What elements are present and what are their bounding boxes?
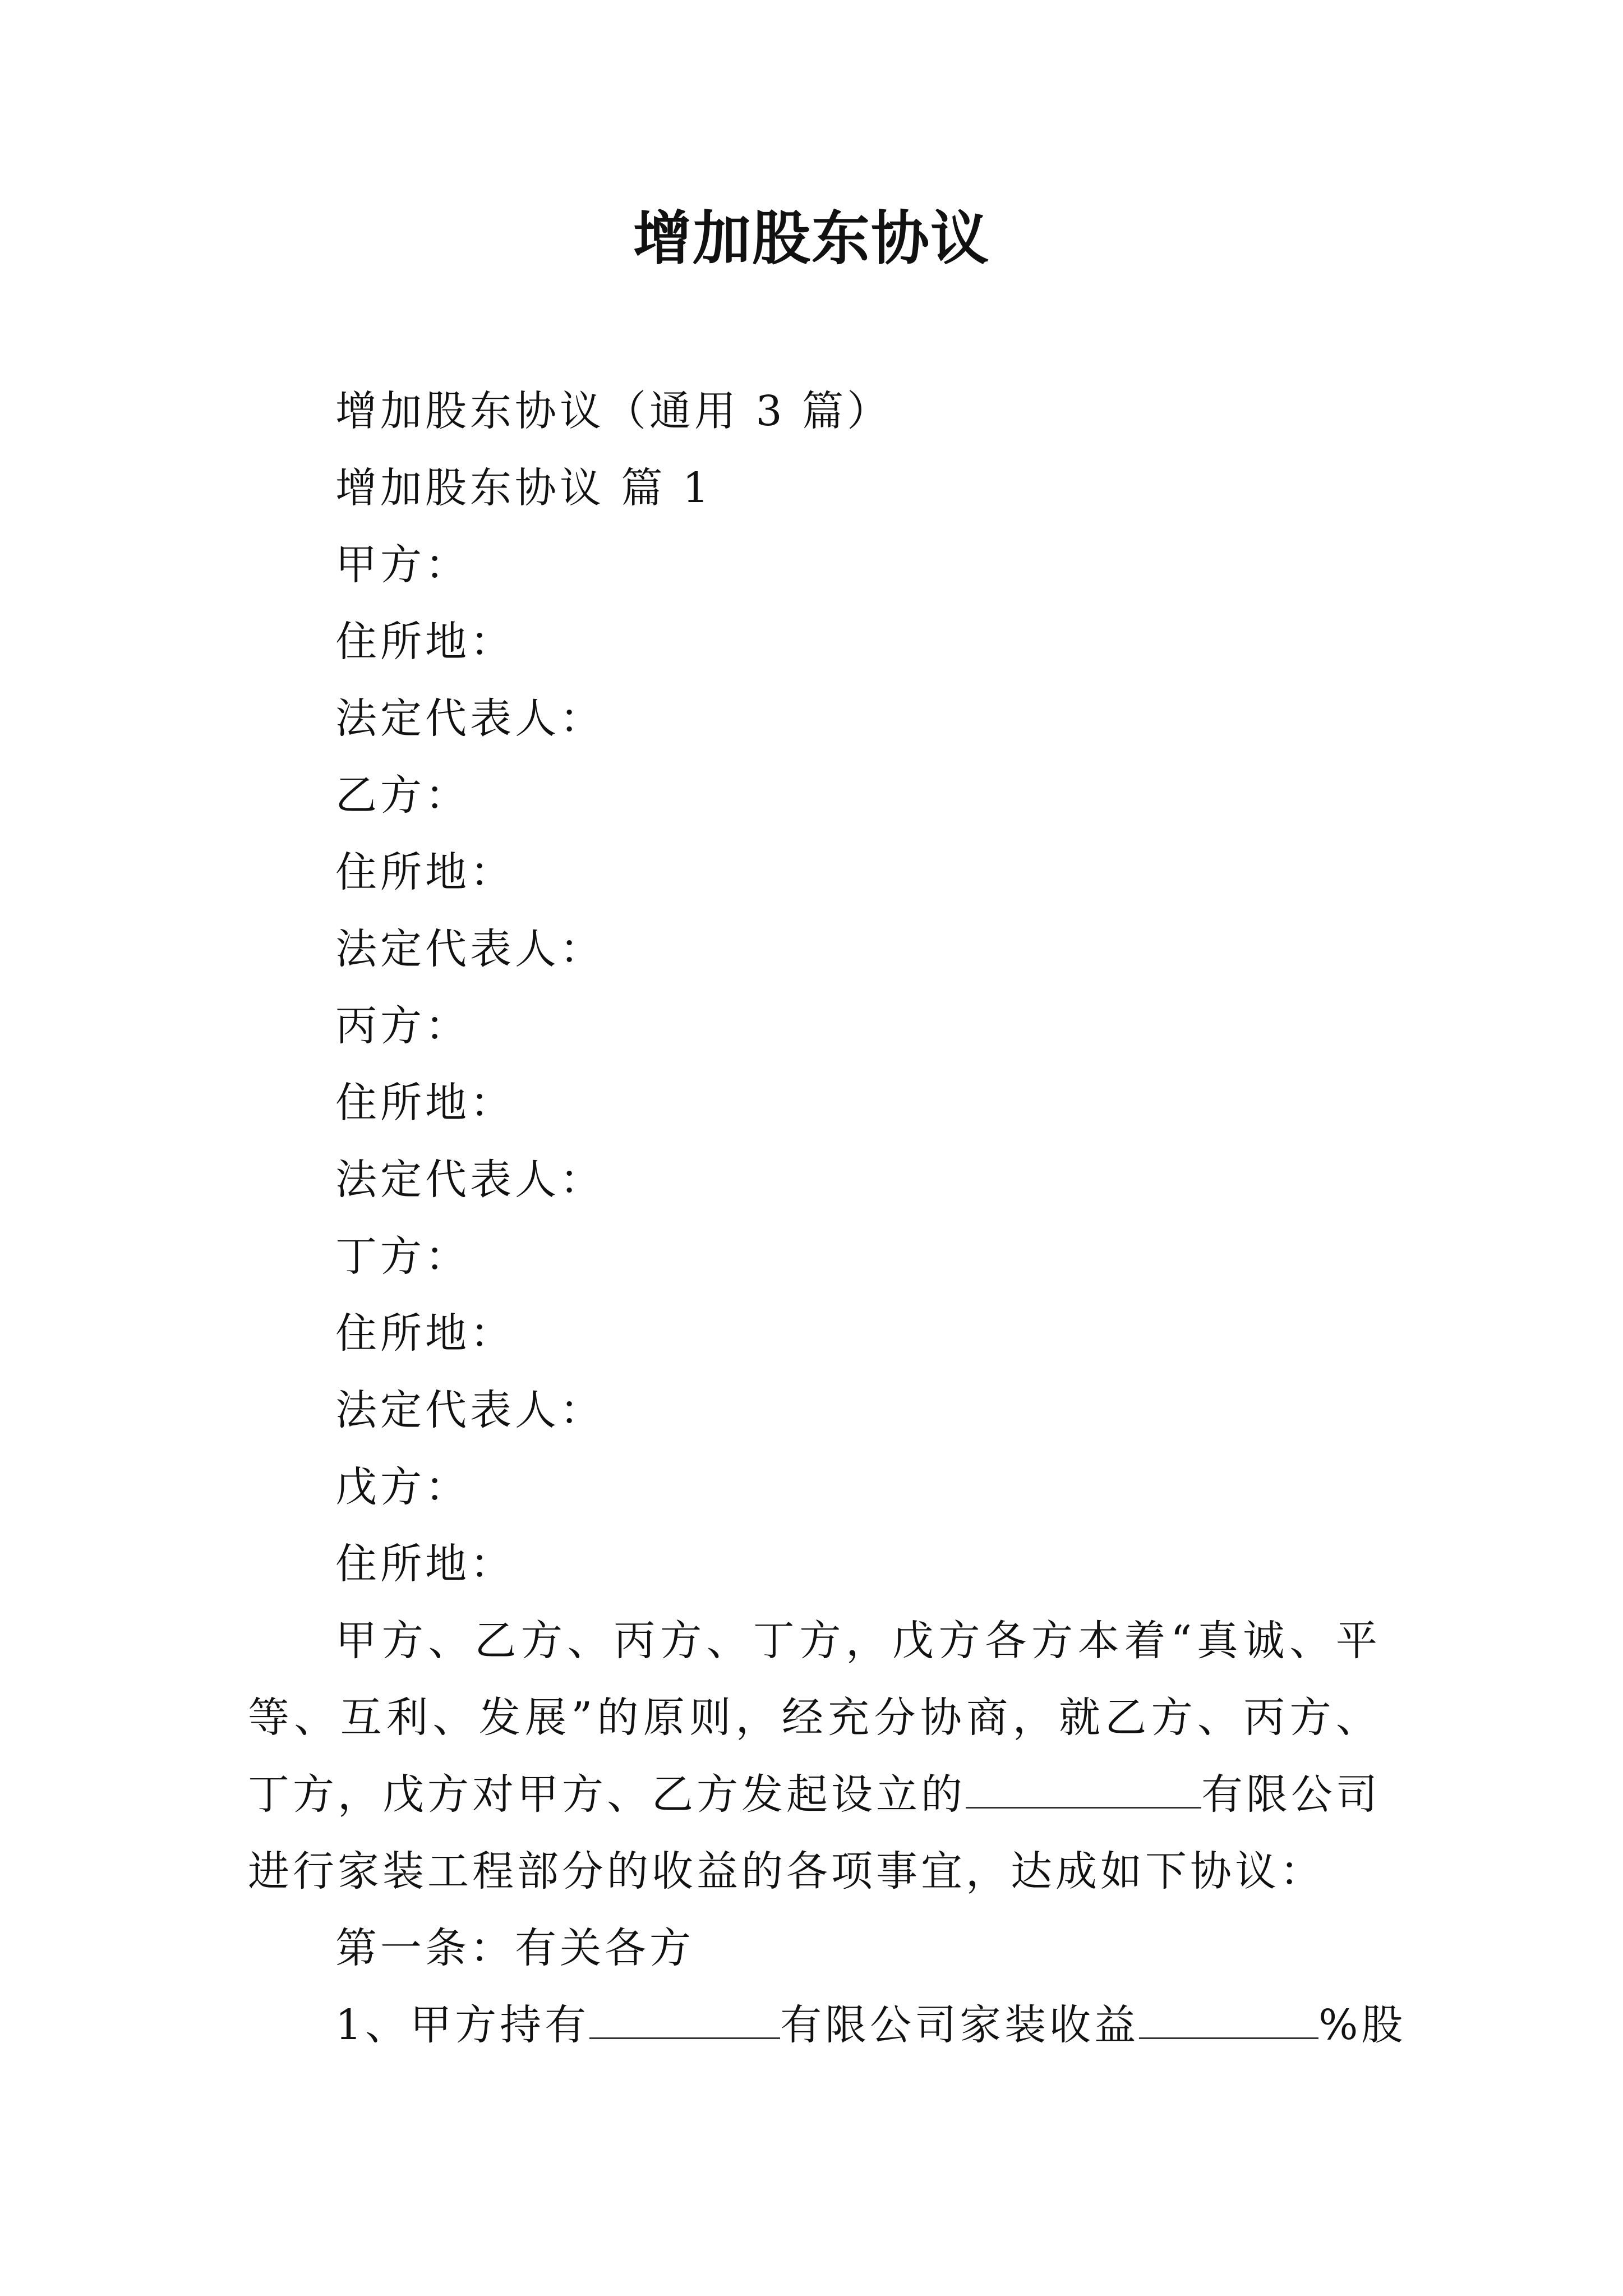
item-1-text-1: 1、甲方持有: [335, 2001, 590, 2049]
party-a-rep: 法定代表人：: [335, 694, 605, 743]
party-c-address: 住所地：: [335, 1079, 515, 1127]
party-e-name: 戊方：: [335, 1463, 470, 1511]
party-d-address: 住所地：: [335, 1309, 515, 1358]
intro-text-1: 甲方、乙方、丙方、丁方，戊方各方本着“真诚、平等、互利、发展”的原则，经充分协商，就乙方、丙方、丁方，戊方对甲方、乙方发起设立的: [248, 1617, 1381, 1819]
company-name-blank: [966, 1768, 1201, 1809]
article-1-item-1: [248, 1987, 1407, 2064]
item-1-text-2: 有限公司家装收益: [780, 2001, 1140, 2049]
item-1-percent-blank: [1139, 1998, 1318, 2039]
party-e-address: 住所地：: [335, 1540, 515, 1588]
party-a-name: 甲方：: [335, 541, 470, 589]
section-heading: 增加股东协议 篇 1: [335, 464, 713, 512]
document-title: 增加股东协议: [633, 204, 990, 273]
intro-paragraph: [248, 1603, 1381, 1910]
party-b-rep: 法定代表人：: [335, 925, 605, 973]
party-b-name: 乙方：: [335, 771, 470, 820]
party-b-address: 住所地：: [335, 848, 515, 896]
intro-text-2: 有限公司进行家装工程部分的收益的各项事宜，达成如下协议：: [248, 1770, 1381, 1895]
subtitle: 增加股东协议（通用 3 篇）: [335, 387, 892, 435]
party-d-rep: 法定代表人：: [335, 1386, 605, 1434]
party-c-name: 丙方：: [335, 1002, 470, 1050]
article-1-heading: 第一条：有关各方: [335, 1924, 694, 1972]
party-a-address: 住所地：: [335, 618, 515, 666]
item-1-text-3: %股: [1318, 2001, 1407, 2049]
party-d-name: 丁方：: [335, 1232, 470, 1281]
document-body: [248, 373, 1407, 2064]
party-c-rep: 法定代表人：: [335, 1156, 605, 1204]
item-1-company-blank: [589, 1998, 780, 2039]
